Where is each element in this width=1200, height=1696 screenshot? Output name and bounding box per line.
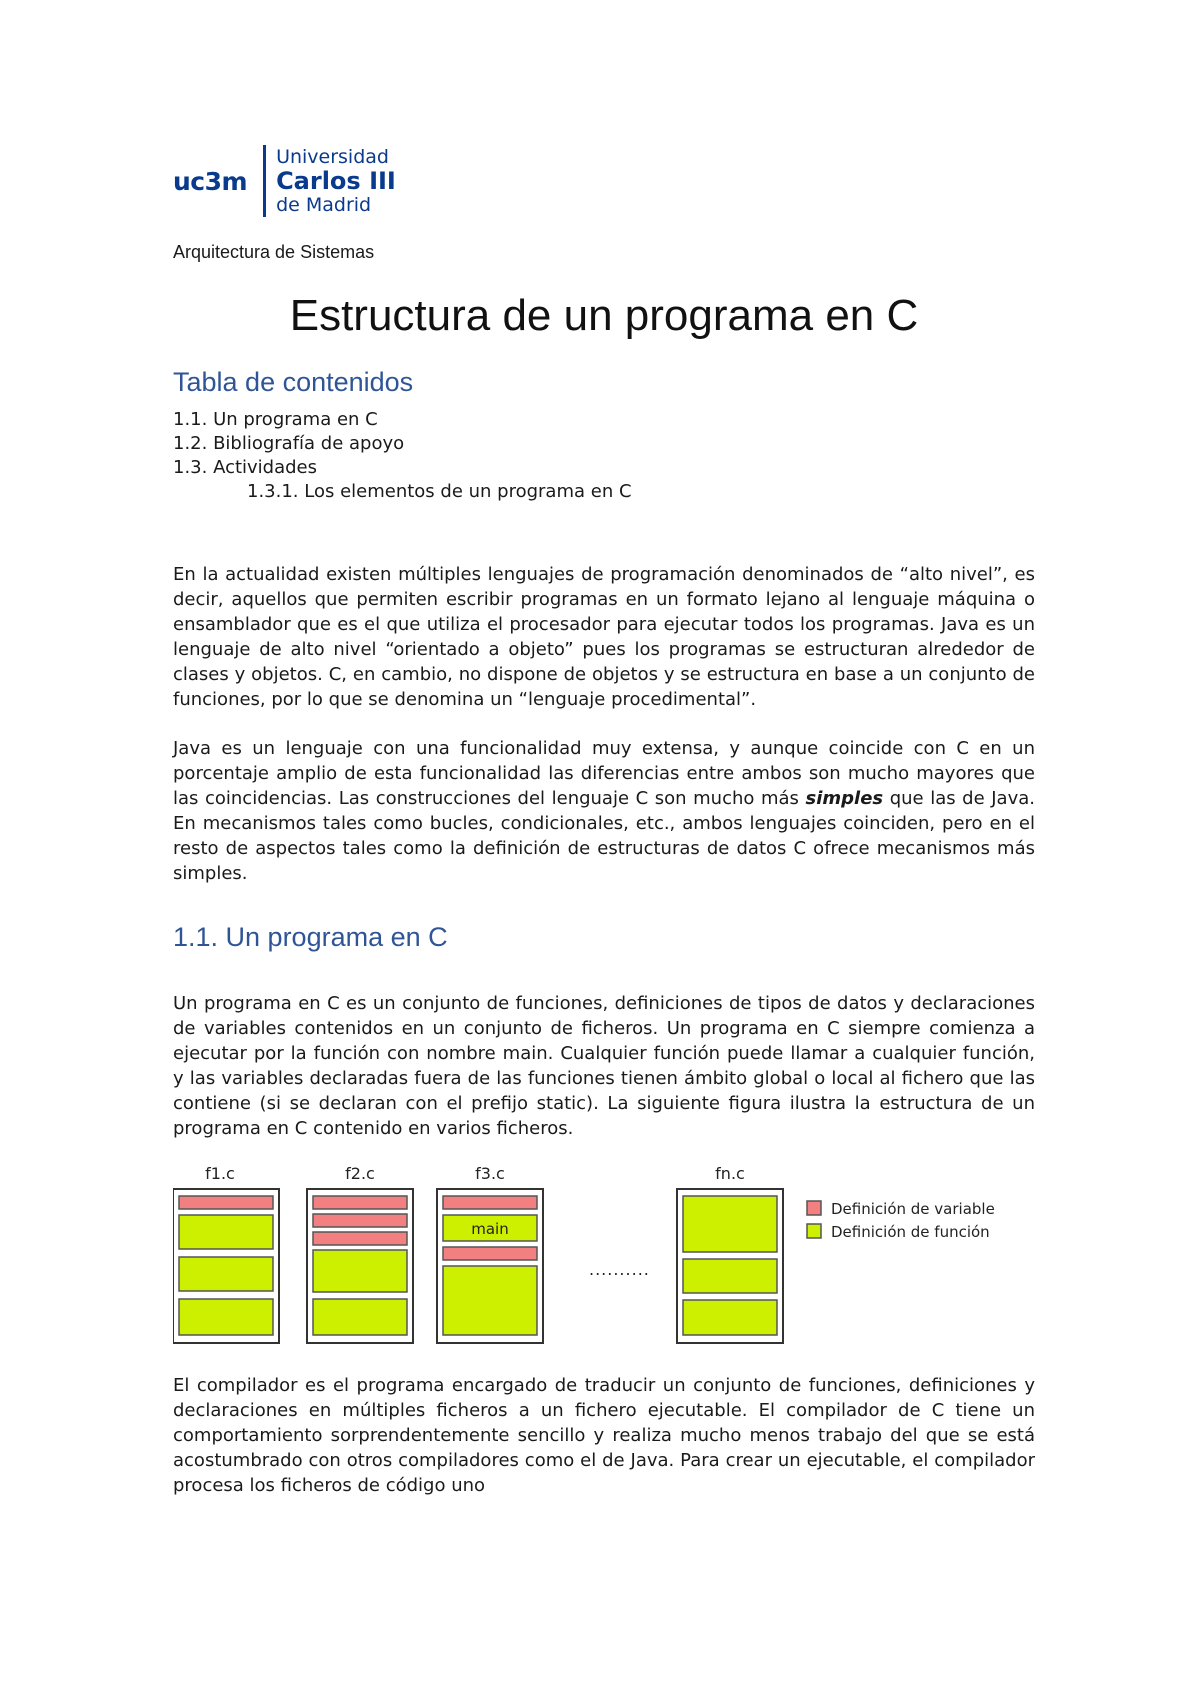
file-label-f2: f2.c <box>345 1164 375 1183</box>
section-paragraph-1: Un programa en C es un conjunto de funciones, definiciones de tipos de datos y declaraciones de variables contenidos en un conjunto de ficheros. Un programa en C siempre comienza a ejecutar por la función con nombre main. Cualquier función puede llamar a cualquier función, y las variables declaradas fuera de las funciones tienen ámbito global o local al fichero que las contiene (si se declaran con el prefijo static). La siguiente figura ilustra la estructura de un programa en C contenido en varios ficheros. <box>173 993 1035 1139</box>
university-logo <box>173 140 1035 222</box>
logo-short: uc3m <box>173 166 248 196</box>
file-label-f3: f3.c <box>475 1164 505 1183</box>
file-label-f1: f1.c <box>205 1164 235 1183</box>
legend-swatch-variable <box>807 1201 821 1215</box>
section-paragraph-2: El compilador es el programa encargado de traducir un conjunto de funciones, definiciones y declaraciones en múltiples ficheros a un fichero ejecutable. El compilador de C tiene un comportamiento sorprendentemente sencillo y realiza mucho menos trabajo del que se está acostumbrado con otros compiladores como el de Java. Para crear un ejecutable, el compilador procesa los ficheros de código uno <box>173 1375 1035 1496</box>
function-block <box>443 1266 537 1335</box>
toc-heading: Tabla de contenidos <box>173 367 414 397</box>
intro-paragraph-2 <box>173 736 1035 886</box>
page-title: Estructura de un programa en C <box>289 291 919 340</box>
toc-subitem[interactable]: 1.3.1. Los elementos de un programa en C <box>247 481 632 502</box>
logo-line-2: Carlos III <box>276 167 396 195</box>
function-block <box>179 1299 273 1335</box>
logo-name <box>276 145 396 217</box>
file-label-fn: fn.c <box>715 1164 745 1183</box>
toc-item[interactable]: 1.2. Bibliografía de apoyo <box>173 433 405 454</box>
variable-block <box>313 1232 407 1245</box>
logo-line-1: Universidad <box>276 146 389 168</box>
function-block <box>313 1250 407 1292</box>
function-block <box>683 1300 777 1335</box>
ellipsis: .......... <box>589 1260 650 1279</box>
intro-p2-text-b: que las de Java. En mecanismos tales como bucles, condicionales, etc., ambos lenguajes coinciden, pero en el resto de aspectos tales como la definición de estructuras de datos C ofrece mecanismos más simples. <box>173 788 1035 884</box>
logo-divider <box>263 145 266 217</box>
table-of-contents <box>173 408 1035 504</box>
legend-function: Definición de función <box>831 1223 990 1241</box>
logo-line-3: de Madrid <box>276 194 372 216</box>
legend-variable: Definición de variable <box>831 1200 995 1218</box>
section-heading-1-1: 1.1. Un programa en C <box>173 922 448 952</box>
function-block <box>179 1215 273 1249</box>
toc-item[interactable]: 1.1. Un programa en C <box>173 409 378 430</box>
function-block <box>683 1196 777 1252</box>
variable-block <box>443 1196 537 1209</box>
function-block <box>179 1257 273 1291</box>
variable-block <box>313 1196 407 1209</box>
variable-block <box>313 1214 407 1227</box>
main-label: main <box>471 1220 509 1238</box>
emphasis-simples: simples <box>805 788 884 809</box>
toc-item[interactable]: 1.3. Actividades <box>173 457 318 478</box>
program-structure-figure <box>173 1155 1035 1355</box>
function-block <box>683 1259 777 1293</box>
document-page <box>173 140 1035 1498</box>
legend-swatch-function <box>807 1224 821 1238</box>
variable-block <box>443 1247 537 1260</box>
function-block <box>313 1299 407 1335</box>
intro-p2-text-a: Java es un lenguaje con una funcionalidad muy extensa, y aunque coincide con C en un porcentaje amplio de esta funcionalidad las diferencias entre ambos son mucho mayores que las coincidencias. Las construcciones del lenguaje C son mucho más <box>173 738 1035 809</box>
course-name: Arquitectura de Sistemas <box>173 242 375 262</box>
intro-paragraph-1: En la actualidad existen múltiples lenguajes de programación denominados de “alto nivel”, es decir, aquellos que permiten escribir programas en un formato lejano al lenguaje máquina o ensamblador que es el que utiliza el procesador para ejecutar todos los programas. Java es un lenguaje de alto nivel “orientado a objeto” pues los programas se estructuran alrededor de clases y objetos. C, en cambio, no dispone de objetos y se estructura en base a un conjunto de funciones, por lo que se denomina un “lenguaje procedimental”. <box>173 564 1035 710</box>
variable-block <box>179 1196 273 1209</box>
